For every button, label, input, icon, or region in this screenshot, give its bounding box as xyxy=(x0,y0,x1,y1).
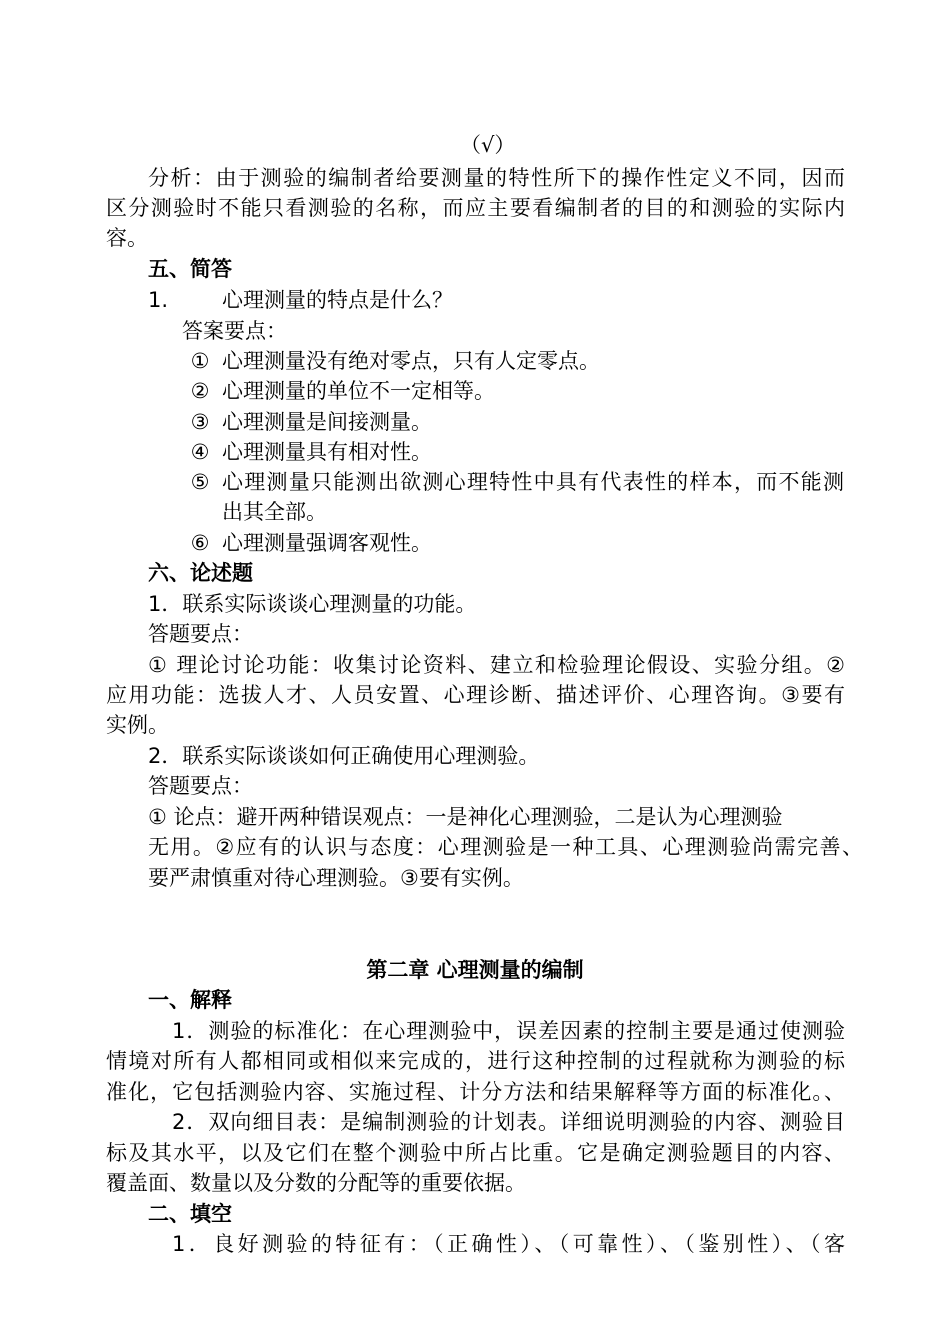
section-heading-essay: 六、论述题 xyxy=(148,561,253,585)
point-text-4: 心理测量具有相对性。 xyxy=(222,440,432,464)
point-marker-1: ① xyxy=(190,349,210,373)
essay-answer-label-2: 答题要点： xyxy=(148,774,253,798)
section-heading-explain: 一、解释 xyxy=(148,988,232,1012)
point-text-1: 心理测量没有绝对零点，只有人定零点。 xyxy=(222,349,600,373)
section-heading-fill-in: 二、填空 xyxy=(148,1202,232,1226)
analysis-line-2: 区分测验时不能只看测验的名称，而应主要看编制者的目的和测验的实际内 xyxy=(106,196,845,220)
essay-answer-2-line-1: ① 论点：避开两种错误观点：一是神化心理测验，二是认为心理测验 xyxy=(148,805,783,829)
essay-answer-1-line-2: 应用功能：选拔人才、人员安置、心理诊断、描述评价、心理咨询。③要有 xyxy=(106,683,845,707)
definition-2-line-2: 标及其水平，以及它们在整个测验中所占比重。它是确定测验题目的内容、 xyxy=(106,1141,845,1165)
essay-answer-2-line-2: 无用。②应有的认识与态度：心理测验是一种工具、心理测验尚需完善、 xyxy=(148,835,863,859)
question-text: 心理测量的特点是什么？ xyxy=(222,288,453,312)
point-text-3: 心理测量是间接测量。 xyxy=(222,410,432,434)
point-marker-2: ② xyxy=(190,379,210,403)
point-text-6: 心理测量强调客观性。 xyxy=(222,531,432,555)
definition-1-line-2: 情境对所有人都相同或相似来完成的，进行这种控制的过程就称为测验的标 xyxy=(106,1049,845,1073)
essay-answer-2-line-3: 要严肃慎重对待心理测验。③要有实例。 xyxy=(148,866,524,890)
definition-1-line-1: 1．测验的标准化：在心理测验中，误差因素的控制主要是通过使测验 xyxy=(172,1019,845,1043)
analysis-line-3: 容。 xyxy=(106,226,148,250)
essay-answer-label-1: 答题要点： xyxy=(148,622,253,646)
answer-mark: （√） xyxy=(460,133,516,157)
point-text-2: 心理测量的单位不一定相等。 xyxy=(222,379,495,403)
essay-answer-1-line-1: ① 理论讨论功能：收集讨论资料、建立和检验理论假设、实验分组。② xyxy=(148,653,845,677)
point-marker-6: ⑥ xyxy=(190,531,210,555)
essay-question-2: 2．联系实际谈谈如何正确使用心理测验。 xyxy=(148,744,540,768)
point-marker-3: ③ xyxy=(190,410,210,434)
answer-label: 答案要点： xyxy=(182,319,287,343)
essay-answer-1-line-3: 实例。 xyxy=(106,713,169,737)
point-marker-4: ④ xyxy=(190,440,210,464)
point-text-5: 心理测量只能测出欲测心理特性中具有代表性的样本，而不能测 xyxy=(222,470,844,494)
definition-2-line-3: 覆盖面、数量以及分数的分配等的重要依据。 xyxy=(106,1171,526,1195)
definition-1-line-3: 准化，它包括测验内容、实施过程、计分方法和结果解释等方面的标准化。、 xyxy=(106,1080,845,1104)
chapter-title: 第二章 心理测量的编制 xyxy=(366,958,584,982)
question-number: 1. xyxy=(148,288,169,312)
section-heading-short-answer: 五、简答 xyxy=(148,257,232,281)
essay-question-1: 1．联系实际谈谈心理测量的功能。 xyxy=(148,592,477,616)
analysis-line-1: 分析：由于测验的编制者给要测量的特性所下的操作性定义不同，因而 xyxy=(148,166,845,190)
point-marker-5: ⑤ xyxy=(190,470,210,494)
point-text-5-cont: 出其全部。 xyxy=(222,500,327,524)
definition-2-line-1: 2．双向细目表：是编制测验的计划表。详细说明测验的内容、测验目 xyxy=(172,1110,845,1134)
fill-in-question-1: 1．良好测验的特征有：（正确性）、（可靠性）、（鉴别性）、（客 xyxy=(172,1232,845,1256)
